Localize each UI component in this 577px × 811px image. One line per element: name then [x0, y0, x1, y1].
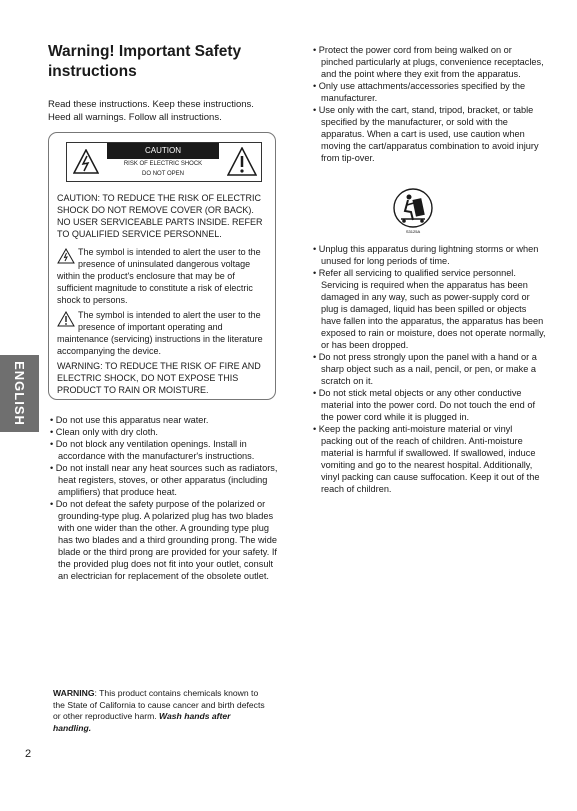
- lightning-symbol-text: The symbol is intended to alert the user to the presence of uninsulated dangerous voltage within the product's enclosure that may be of sufficient magnitude to constitute a risk of electric shock to persons.: [57, 247, 261, 305]
- exclamation-warning-icon: [57, 311, 75, 327]
- cart-tipover-icon: [392, 187, 434, 235]
- exclamation-symbol-text: The symbol is intended to alert the user to the presence of important operating and maintenance (servicing) instructions in the literature accompanying the device.: [57, 310, 263, 356]
- list-item: • Keep the packing anti-moisture material or vinyl packing out of the reach of children. Anti-moisture material is harmful if swallowed. If swallowed, induce vomiting and go to the nearest hospital. Additionally, vinyl packing can cause suffocation. Keep it out of the reach of children.: [313, 424, 540, 494]
- list-item: • Do not stick metal objects or any other conductive material into the power cord. Do not touch the end of the power cord while it is plugged in.: [313, 388, 535, 422]
- cart-icon-label: S3125A: [405, 229, 421, 234]
- left-bullet-list: [48, 414, 280, 582]
- list-item: • Do not use this apparatus near water.: [50, 415, 209, 425]
- list-item: • Do not install near any heat sources such as radiators, heat registers, stoves, or other apparatus (including amplifiers) that produce heat.: [50, 463, 278, 497]
- list-item: • Clean only with dry cloth.: [50, 427, 158, 437]
- list-item: • Refer all servicing to qualified service personnel. Servicing is required when the apparatus has been damaged in any way, such as power-supply cord or plug is damaged, liquid has been spilled or objects have fallen into the apparatus, the apparatus has been exposed to rain or moisture, does not operate normally, or has been dropped.: [313, 268, 546, 350]
- intro-text: Read these instructions. Keep these instructions. Heed all warnings. Follow all instructions.: [48, 99, 254, 123]
- caution-sign: [66, 142, 262, 182]
- right-bullet-list-top: [311, 44, 546, 164]
- list-item: • Unplug this apparatus during lightning storms or when unused for long periods of time.: [313, 244, 539, 266]
- language-tab-label: ENGLISH: [12, 361, 28, 426]
- lightning-symbol-note: [57, 246, 269, 306]
- language-tab: [0, 355, 39, 432]
- exclamation-symbol-note: [57, 309, 269, 357]
- lightning-warning-icon: [57, 248, 75, 264]
- list-item: • Protect the power cord from being walked on or pinched particularly at plugs, convenience receptacles, and the point where they exit from the apparatus.: [313, 45, 544, 79]
- page-title: Warning! Important Safety instructions: [48, 43, 242, 80]
- prop65-text: : This product contains chemicals known to the State of California to cause cancer and birth defects or other reproductive harm.: [53, 688, 265, 721]
- prop65-emphasis: Wash hands after handling.: [53, 711, 231, 733]
- prop65-label: WARNING: [53, 688, 95, 698]
- list-item: • Do not press strongly upon the panel with a hand or a sharp object such as a nail, pencil, or pen, or make a scratch on it.: [313, 352, 537, 386]
- caution-subline-2: DO NOT OPEN: [142, 170, 184, 177]
- caution-subline-1: RISK OF ELECTRIC SHOCK: [123, 161, 203, 167]
- right-bullet-list-bottom: [311, 243, 546, 495]
- caution-box: [48, 132, 276, 400]
- lightning-warning-icon: [73, 149, 99, 175]
- list-item: • Do not defeat the safety purpose of the polarized or grounding-type plug. A polarized plug has two blades with one wider than the other. A grounding type plug has two blades and a third grounding prong. The wide blade or the third prong are provided for your safety. If the provided plug does not fit into your outlet, consult an electrician for replacement of the obsolete outlet.: [50, 499, 277, 581]
- list-item: • Do not block any ventilation openings. Install in accordance with the manufacturer's instructions.: [50, 439, 255, 461]
- list-item: • Only use attachments/accessories specified by the manufacturer.: [313, 81, 526, 103]
- list-item: • Use only with the cart, stand, tripod, bracket, or table specified by the manufacturer, or sold with the apparatus. When a cart is used, use caution when moving the cart/apparatus combination to avoid injury from tip-over.: [313, 105, 539, 163]
- caution-heading: CAUTION: [107, 143, 219, 159]
- caution-text: CAUTION: TO REDUCE THE RISK OF ELECTRIC SHOCK DO NOT REMOVE COVER (OR BACK). NO USER SERVICEABLE PARTS INSIDE. REFER TO QUALIFIED SERVICE PERSONNEL.: [57, 193, 263, 239]
- fire-warning-text: WARNING: TO REDUCE THE RISK OF FIRE AND ELECTRIC SHOCK, DO NOT EXPOSE THIS PRODUCT TO RAIN OR MOISTURE.: [57, 361, 261, 395]
- prop65-warning: [53, 688, 271, 734]
- exclamation-warning-icon: [227, 147, 257, 177]
- page-number: 2: [25, 748, 32, 760]
